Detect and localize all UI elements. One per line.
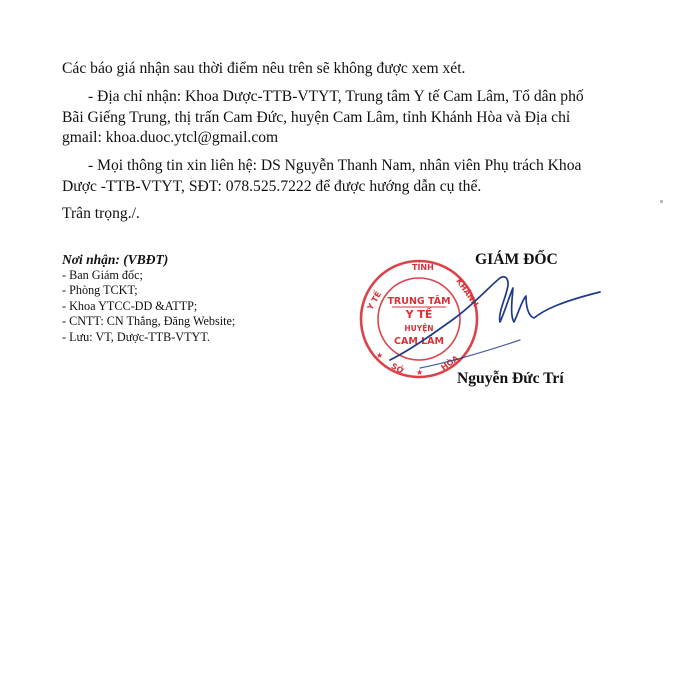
stamp-star-left: ★ [376, 351, 384, 360]
recipients-list [62, 268, 362, 345]
body-line-address-1 [62, 87, 584, 107]
stamp-ring-top: TỈNH [412, 263, 434, 272]
scan-speck [660, 200, 663, 203]
body-line-address-3: gmail: khoa.duoc.ytcl@gmail.com [62, 129, 279, 146]
recipient-item: - Khoa YTCC-DD &ATTP; [62, 298, 198, 313]
address-text-1: - Địa chỉ nhận: Khoa Dược-TTB-VTYT, Trung tâm Y tế Cam Lâm, Tổ dân phố [88, 88, 584, 105]
body-line-contact-1 [62, 156, 581, 176]
body-line-address-2: Bãi Giếng Trung, thị trấn Cam Đức, huyện Cam Lâm, tỉnh Khánh Hòa và Địa chỉ [62, 109, 571, 126]
stamp-ring-bottom-left: SỞ [389, 361, 406, 376]
stamp-ring-right: KHÁNH [454, 276, 481, 309]
body-line-contact-2: Dược -TTB-VTYT, SĐT: 078.525.7222 để được hướng dẫn cụ thể. [62, 178, 482, 195]
stamp-center-line-4: CAM LÂM [394, 336, 444, 347]
closing-text: Trân trọng./. [62, 205, 140, 222]
stamp-ring-left: Y TẾ [365, 290, 384, 312]
stamp-center-line-2: Y TẾ [405, 308, 433, 321]
stamp-ring-bottom-right: HÒA [439, 353, 461, 373]
stamp-center-line-1: TRUNG TÂM [387, 296, 451, 307]
contact-text-1: - Mọi thông tin xin liên hệ: DS Nguyễn Thanh Nam, nhân viên Phụ trách Khoa [88, 157, 582, 174]
recipients-block [62, 251, 362, 345]
signer-name: Nguyễn Đức Trí [457, 370, 564, 387]
recipient-item: - Phòng TCKT; [62, 283, 138, 298]
recipient-item: - Ban Giám đốc; [62, 268, 143, 282]
stamp-star-bottom: ★ [416, 368, 424, 377]
recipient-item: - Lưu: VT, Dược-TTB-VTYT. [62, 329, 210, 344]
recipients-heading: Nơi nhận: (VBĐT) [62, 252, 169, 267]
signature-title: GIÁM ĐỐC [475, 251, 558, 268]
body-line-late-quotes: Các báo giá nhận sau thời điểm nêu trên sẽ không được xem xét. [62, 60, 466, 77]
recipient-item: - CNTT: CN Thắng, Đăng Website; [62, 314, 236, 329]
handwritten-signature [390, 277, 600, 368]
stamp-center-line-3: HUYỆN [404, 324, 434, 333]
